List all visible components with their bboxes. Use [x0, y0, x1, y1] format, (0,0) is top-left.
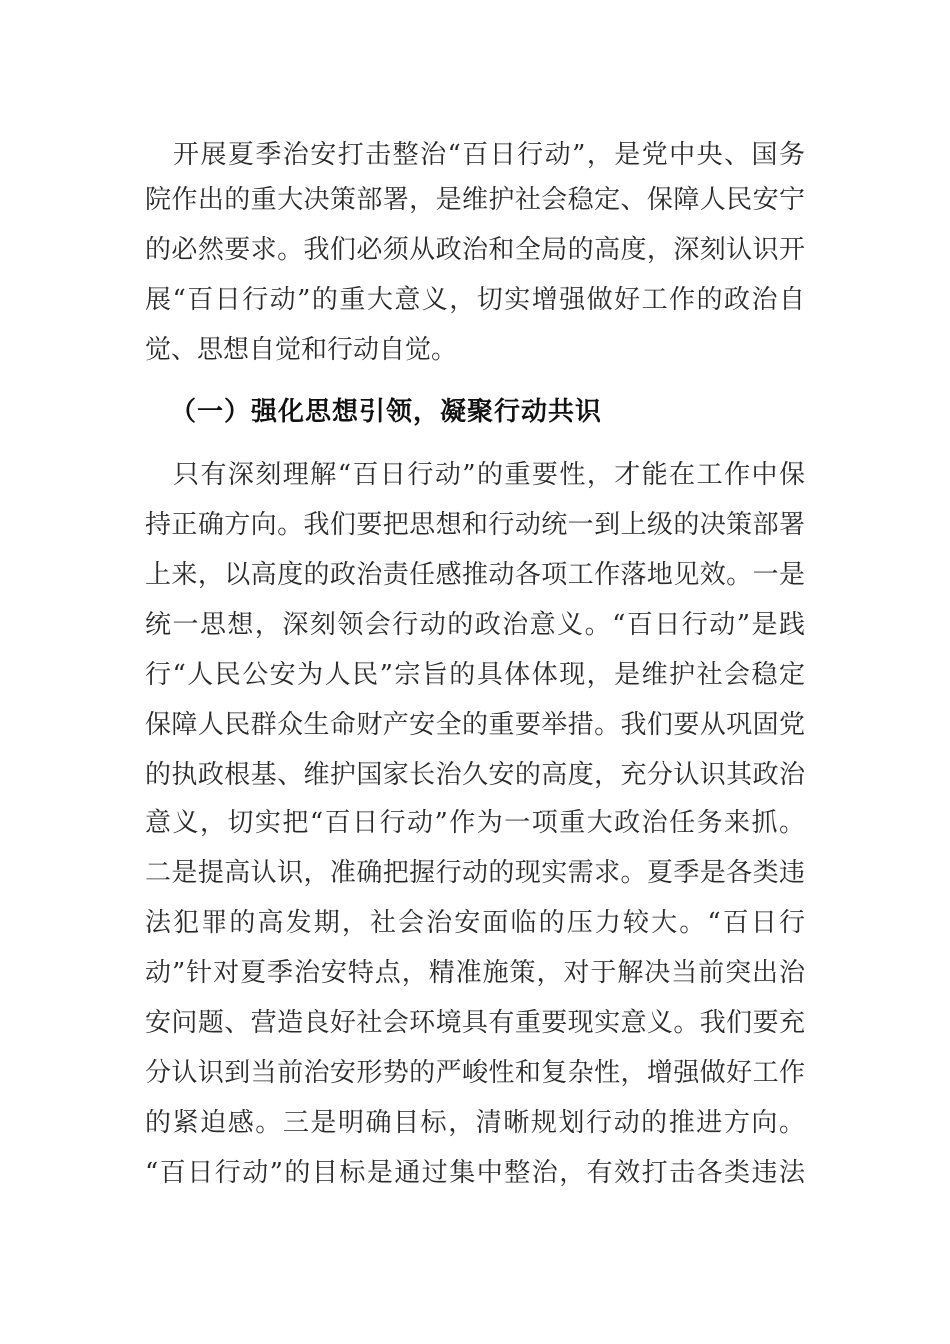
paragraph-line: 上来，以高度的政治责任感推动各项工作落地见效。一是 — [145, 560, 805, 590]
paragraph-line: 持正确方向。我们要把思想和行动统一到上级的决策部署 — [145, 510, 805, 540]
paragraph-line: 动”针对夏季治安特点，精准施策，对于解决当前突出治 — [145, 958, 805, 988]
paragraph-line: 保障人民群众生命财产安全的重要举措。我们要从巩固党 — [145, 710, 805, 740]
paragraph-line: 的紧迫感。三是明确目标，清晰规划行动的推进方向。 — [145, 1108, 805, 1138]
paragraph-line: “百日行动”的目标是通过集中整治，有效打击各类违法 — [145, 1158, 805, 1188]
section-heading: （一）强化思想引领，凝聚行动共识 — [170, 397, 603, 427]
paragraph-line: 只有深刻理解“百日行动”的重要性，才能在工作中保 — [173, 460, 805, 490]
paragraph-line: 的执政根基、维护国家长治久安的高度，充分认识其政治 — [145, 760, 805, 790]
paragraph-line: 意义，切实把“百日行动”作为一项重大政治任务来抓。 — [145, 808, 805, 838]
paragraph-line: 展“百日行动”的重大意义，切实增强做好工作的政治自 — [145, 285, 805, 315]
paragraph-line: 统一思想，深刻领会行动的政治意义。“百日行动”是践 — [145, 610, 805, 640]
paragraph-line: 分认识到当前治安形势的严峻性和复杂性，增强做好工作 — [145, 1058, 805, 1088]
paragraph-line: 二是提高认识，准确把握行动的现实需求。夏季是各类违 — [145, 858, 805, 888]
paragraph-line: 的必然要求。我们必须从政治和全局的高度，深刻认识开 — [145, 235, 805, 265]
paragraph-line: 院作出的重大决策部署，是维护社会稳定、保障人民安宁 — [145, 185, 805, 215]
paragraph-line: 安问题、营造良好社会环境具有重要现实意义。我们要充 — [145, 1008, 805, 1038]
paragraph-line: 觉、思想自觉和行动自觉。 — [145, 335, 458, 365]
paragraph-line: 行“人民公安为人民”宗旨的具体体现，是维护社会稳定 — [145, 660, 805, 690]
paragraph-line: 法犯罪的高发期，社会治安面临的压力较大。“百日行 — [145, 908, 805, 938]
paragraph-line: 开展夏季治安打击整治“百日行动”，是党中央、国务 — [173, 140, 805, 170]
